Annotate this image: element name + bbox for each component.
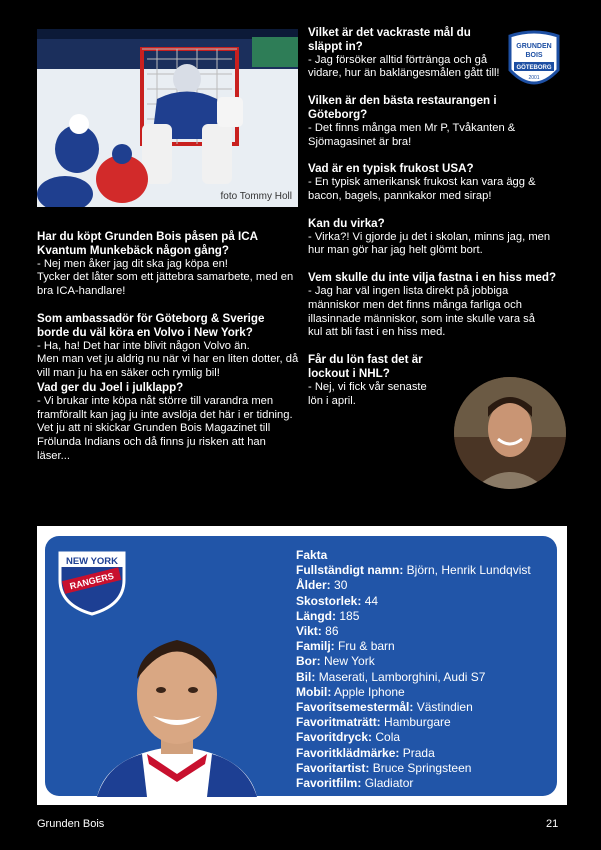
fakta-title: Fakta — [296, 548, 328, 562]
player-headshot — [87, 624, 267, 797]
answer: - Det finns många men Mr P, Tvåkanten & Sjömagasinet är bra! — [308, 121, 516, 148]
question: Har du köpt Grunden Bois påsen på ICA Kvantum Munkebäck någon gång? — [37, 230, 258, 257]
fakta-key: Favoritfilm: — [296, 776, 362, 791]
answer: Vet ju att ni skickar Grunden Bois Magazinet till Frölunda Indians och då finns ju risken att han läser... — [37, 422, 271, 462]
fakta-value: Fru & barn — [338, 639, 395, 654]
fakta-value: 86 — [325, 624, 339, 639]
footer-magazine-name: Grunden Bois — [37, 818, 105, 830]
fakta-key: Ålder: — [296, 578, 331, 593]
hockey-photo — [37, 29, 298, 207]
fakta-value: 44 — [364, 593, 379, 608]
fakta-key: Skostorlek: — [296, 593, 362, 608]
fakta-row — [296, 670, 566, 685]
fakta-key: Familj: — [296, 639, 335, 654]
fakta-value: 185 — [339, 608, 360, 623]
fakta-row — [296, 746, 566, 761]
fakta-row — [296, 700, 566, 715]
logo-text: GÖTEBORG — [516, 65, 552, 71]
fakta-row — [296, 685, 566, 700]
answer: - Nej men åker jag dit ska jag köpa en! — [37, 257, 228, 270]
fakta-value: Hamburgare — [384, 715, 451, 730]
fakta-value: Bruce Springsteen — [372, 760, 472, 775]
fakta-row — [296, 563, 566, 578]
page-number: 21 — [546, 818, 559, 830]
answer: Tycker det låter som ett jättebra samarbete, med en bra ICA-handlare! — [37, 271, 294, 298]
answer: Men man vet ju aldrig nu när vi har en liten dotter, då vill man ju ha en säker och rymlig bil! — [37, 353, 299, 380]
fakta-key: Favoritartist: — [296, 760, 370, 775]
question: Vad är en typisk frukost USA? — [308, 162, 474, 176]
fakta-key: Fullständigt namn: — [296, 563, 404, 578]
answer: - Ha, ha! Det har inte blivit någon Volvo än. — [37, 339, 250, 352]
question: Kan du virka? — [308, 216, 385, 230]
fakta-row — [296, 730, 566, 745]
fakta-row — [296, 639, 566, 654]
new-york-rangers-logo — [57, 550, 127, 616]
fakta-row — [296, 594, 566, 609]
fakta-value: New York — [324, 654, 375, 669]
fakta-key: Vikt: — [296, 624, 322, 639]
fakta-key: Favoritsemestermål: — [296, 700, 414, 715]
logo-text: GRUNDEN — [516, 43, 552, 50]
answer: - Nej, vi fick vår senaste lön i april. — [308, 380, 427, 407]
fakta-key: Favoritdryck: — [296, 730, 373, 745]
fakta-row — [296, 761, 566, 776]
answer: - Virka?! Vi gjorde ju det i skolan, minns jag, men hur man gör har jag helt glömt bort. — [308, 230, 551, 257]
grunden-bois-logo — [506, 30, 562, 92]
logo-year: 2001 — [528, 75, 540, 81]
fakta-value: Prada — [402, 745, 435, 760]
fakta-value: Cola — [375, 730, 401, 745]
fakta-value: 30 — [334, 578, 348, 593]
rangers-text: RANGERS — [68, 570, 115, 592]
fakta-value: Björn, Henrik Lundqvist — [406, 563, 531, 578]
question: Får du lön fast det är lockout i NHL? — [308, 353, 423, 380]
fakta-row — [296, 776, 566, 791]
player-portrait-circle — [454, 377, 566, 489]
fakta-row — [296, 609, 566, 624]
fakta-value: Apple Iphone — [334, 684, 405, 699]
answer: - Jag har väl ingen lista direkt på jobbiga människor men det finns många farliga och illasinnade människor, som inte skulle vara så kul att bli fast i en hiss med. — [308, 284, 535, 339]
fakta-value: Gladiator — [364, 776, 414, 791]
fakta-key: Favoritklädmärke: — [296, 745, 400, 760]
fakta-key: Bor: — [296, 654, 321, 669]
photo-credit: foto Tommy Holl — [220, 191, 292, 202]
question: Som ambassadör för Göteborg & Sverige borde du väl köra en Volvo i New York? — [37, 311, 265, 339]
fakta-value: Västindien — [416, 700, 473, 715]
fakta-row — [296, 654, 566, 669]
fakta-key: Mobil: — [296, 684, 332, 699]
answer: - Vi brukar inte köpa nåt större till varandra men framförallt kan jag ju inte avslöja det här i er tidning. — [37, 394, 293, 421]
question: Vilket är det vackraste mål du släppt in? — [308, 26, 471, 53]
question: Vem skulle du inte vilja fastna i en hiss med? — [308, 271, 557, 285]
logo-text: BOIS — [525, 52, 543, 59]
interview-left-column — [37, 230, 299, 464]
fakta-key: Favoritmaträtt: — [296, 715, 381, 730]
fakta-key: Bil: — [296, 669, 316, 684]
fakta-list — [296, 548, 566, 791]
fakta-row — [296, 715, 566, 730]
fakta-key: Längd: — [296, 608, 336, 623]
fakta-row — [296, 624, 566, 639]
answer: - Jag försöker alltid förtränga och gå vidare, hur än baklängesmålen gått till! — [308, 53, 500, 80]
rangers-text: NEW YORK — [65, 556, 119, 567]
fakta-value: Maserati, Lamborghini, Audi S7 — [318, 669, 486, 684]
answer: - En typisk amerikansk frukost kan vara ägg & bacon, bagels, pannkakor med sirap! — [308, 176, 536, 202]
question: Vad ger du Joel i julklapp? — [37, 380, 184, 394]
fakta-row — [296, 578, 566, 593]
question: Vilken är den bästa restaurangen i Göteborg? — [308, 94, 497, 121]
hockey-goalie-illustration — [37, 29, 298, 207]
